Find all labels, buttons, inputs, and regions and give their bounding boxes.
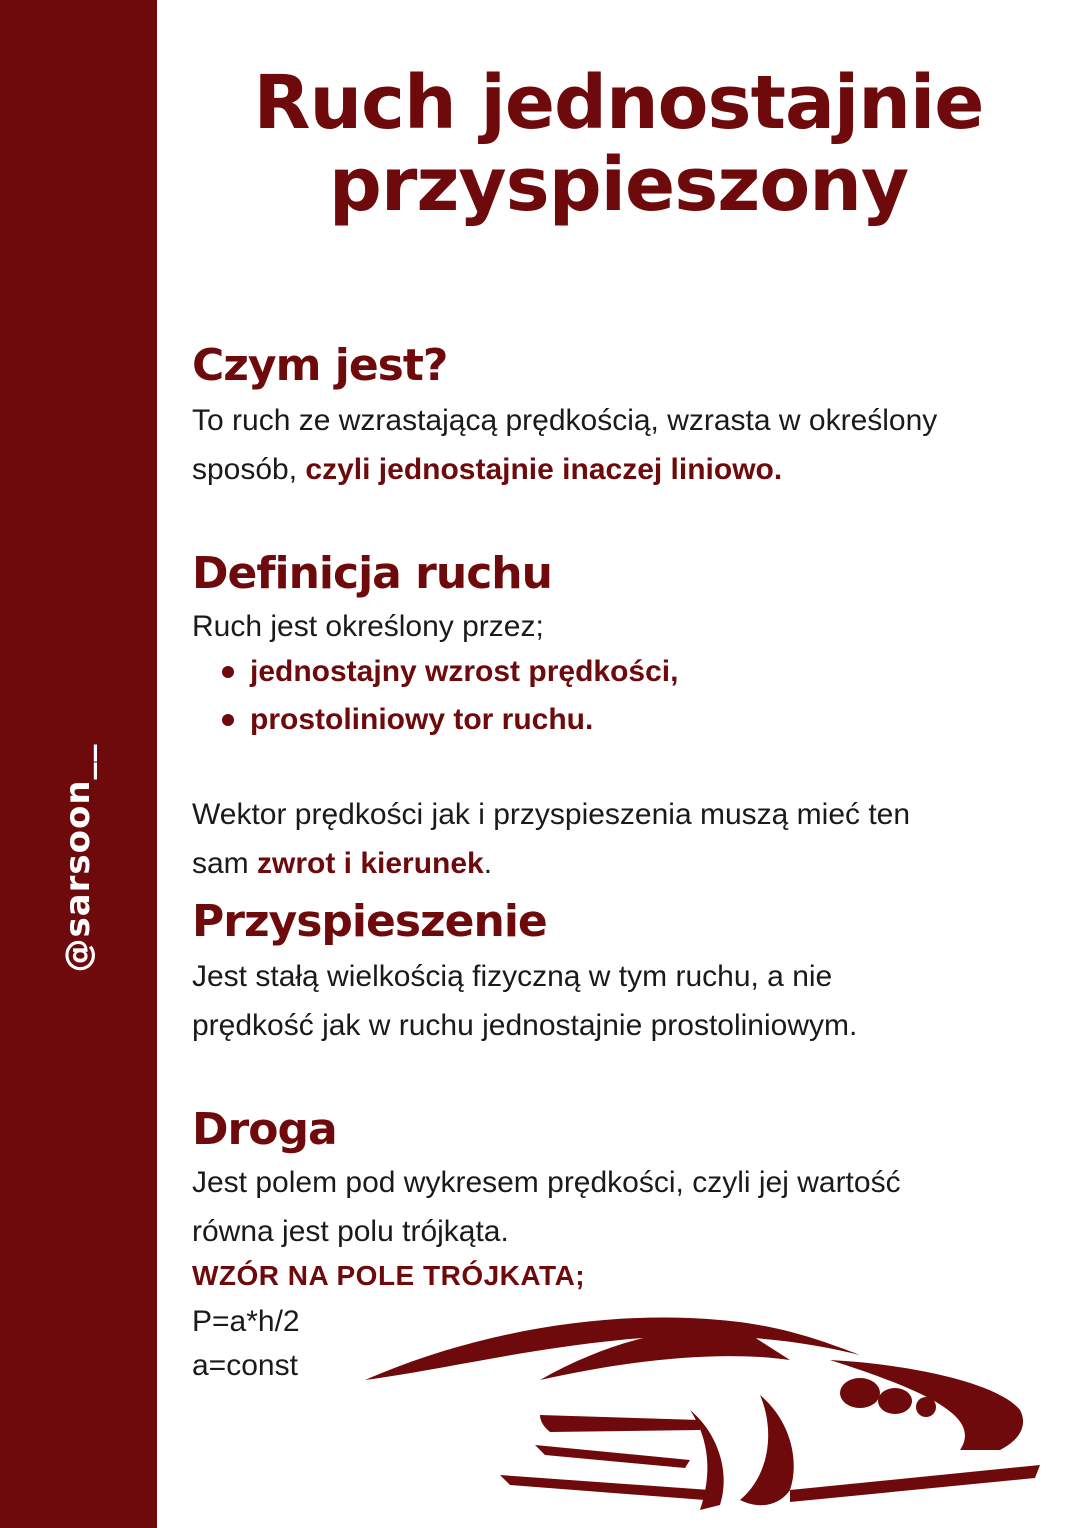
czym-highlight: czyli jednostajnie inaczej liniowo. bbox=[305, 453, 783, 486]
wektor-text: Wektor prędkości jak i przyspieszenia muszą mieć ten sam bbox=[192, 798, 911, 880]
heading-czym-jest: Czym jest? bbox=[192, 340, 448, 391]
heading-przyspieszenie: Przyspieszenie bbox=[192, 896, 547, 947]
car-silhouette-icon bbox=[360, 1300, 1060, 1520]
title-line-1: Ruch jednostajnie bbox=[253, 60, 984, 146]
paragraph-wektor bbox=[192, 790, 962, 888]
formula-title: WZÓR NA POLE TRÓJKATA; bbox=[192, 1260, 586, 1291]
wektor-end: . bbox=[483, 847, 493, 880]
heading-definicja: Definicja ruchu bbox=[192, 548, 552, 599]
formula-1: P=a*h/2 bbox=[192, 1305, 300, 1338]
author-handle: @sarsoon__ bbox=[58, 743, 98, 973]
definicja-list bbox=[220, 648, 678, 744]
page-title bbox=[157, 62, 1080, 226]
sidebar bbox=[0, 0, 157, 1528]
czym-text: To ruch ze wzrastającą prędkością, wzrasta w określony sposób, bbox=[192, 404, 938, 486]
heading-droga: Droga bbox=[192, 1104, 337, 1155]
title-line-2: przyspieszony bbox=[328, 142, 909, 228]
paragraph-czym-jest bbox=[192, 396, 972, 494]
paragraph-przyspieszenie: Jest stałą wielkością fizyczną w tym ruchu, a nie prędkość jak w ruchu jednostajnie prostoliniowym. bbox=[192, 960, 858, 1042]
wektor-highlight: zwrot i kierunek bbox=[257, 847, 484, 880]
list-item: prostoliniowy tor ruchu. bbox=[220, 696, 678, 744]
paragraph-droga: Jest polem pod wykresem prędkości, czyli jej wartość równa jest polu trójkąta. bbox=[192, 1166, 901, 1248]
list-item: jednostajny wzrost prędkości, bbox=[220, 648, 678, 696]
definicja-intro: Ruch jest określony przez; bbox=[192, 610, 544, 643]
formula-2: a=const bbox=[192, 1349, 298, 1382]
